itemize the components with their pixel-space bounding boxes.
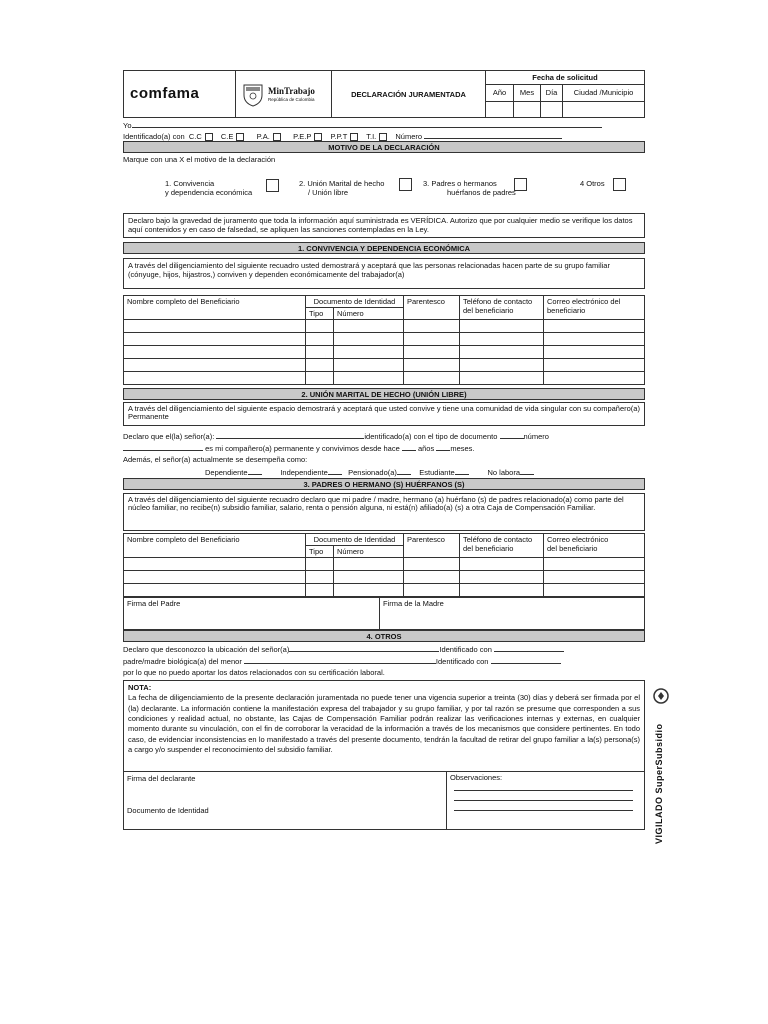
sec2-anios-input[interactable] — [402, 443, 416, 451]
sec2-line-2 — [123, 443, 475, 453]
colombia-shield-icon — [242, 81, 264, 107]
col-parentesco: Parentesco — [404, 534, 460, 558]
declaration-form — [123, 70, 645, 815]
motivo-option-1-checkbox[interactable] — [266, 179, 279, 192]
comfama-logo: comfama — [124, 71, 236, 117]
section-1-header: 1. CONVIVENCIA Y DEPENDENCIA ECONÓMICA — [123, 242, 645, 254]
ocupacion-independiente-input[interactable] — [328, 467, 342, 475]
doc-pep-label: P.E.P — [293, 132, 312, 141]
sec2-ocupaciones — [205, 467, 534, 477]
ocupacion-dependiente-input[interactable] — [248, 467, 262, 475]
motivo-option-3 — [423, 179, 516, 197]
ocupacion-pensionado: Pensionado(a) — [348, 468, 397, 477]
firma-declarante-field[interactable] — [124, 772, 447, 830]
sec2-tipo-input[interactable] — [500, 431, 524, 439]
vigilado-supersubsidio — [652, 686, 670, 846]
ocupacion-estudiante: Estudiante — [419, 468, 455, 477]
doc-ppt-label: P.P.T — [330, 132, 348, 141]
motivo-option-2 — [299, 179, 384, 197]
sec2-meses-input[interactable] — [436, 443, 450, 451]
section-1-text: A través del diligenciamiento del siguiente recuadro usted demostrará y aceptará que las personas relacionadas hacen parte de su grupo familiar (cónyuge, hijos, hijastros,) conviven y dependen económicamente del trabajador(a) — [123, 258, 645, 289]
sec4-id-input-1[interactable] — [494, 644, 564, 652]
section-3-text: A través del diligenciamiento del siguiente recuadro declaro que mi padre / madre, hermano (a) huérfano (s) de padres relacionado(a) como parte del núcleo familiar, no recibe(n) subsidio familiar, salario, renta o pensión alguna, ni está(n) afiliado(a) (s) a otra Caja de Compensación Familiar. — [123, 493, 645, 531]
sec4-l1a: Declaro que desconozco la ubicación del señor(a) — [123, 645, 290, 654]
observaciones-field[interactable] — [447, 772, 645, 830]
sec2-l2b: años — [417, 444, 435, 453]
motivo-option-4: 4 Otros — [580, 179, 605, 188]
firma-madre-field[interactable]: Firma de la Madre — [380, 598, 645, 630]
numero-input[interactable] — [424, 131, 562, 139]
sec2-l1a: Declaro que el(la) señor(a): — [123, 432, 215, 441]
fecha-ciudad-input[interactable] — [563, 102, 644, 117]
beneficiarios-table-1 — [123, 295, 645, 385]
table-row[interactable] — [124, 346, 645, 359]
sec4-line-1 — [123, 644, 564, 654]
form-header — [123, 70, 645, 118]
sec4-menor-input[interactable] — [244, 656, 436, 664]
table-row[interactable] — [124, 558, 645, 571]
col-parentesco: Parentesco — [404, 296, 460, 320]
doc-pa-label: P.A. — [256, 132, 270, 141]
sec2-numero-input[interactable] — [123, 443, 203, 451]
motivo-option-4-checkbox[interactable] — [613, 178, 626, 191]
col-telefono — [460, 296, 544, 320]
nota-title: NOTA: — [128, 683, 152, 692]
yo-input[interactable] — [132, 120, 602, 128]
fecha-col-anio: Año — [486, 85, 514, 101]
doc-pep-checkbox[interactable] — [314, 133, 322, 141]
motivo-option-3-label: 3. Padres o hermanos — [423, 179, 497, 188]
fecha-solicitud — [486, 71, 644, 117]
col-correo-label: Correo electrónico del — [547, 297, 621, 306]
fecha-col-ciudad: Ciudad /Municipio — [573, 88, 634, 97]
col-correo — [544, 296, 645, 320]
table-row[interactable] — [124, 333, 645, 346]
col-telefono-label: Teléfono de contacto — [463, 535, 533, 544]
doc-pa-checkbox[interactable] — [273, 133, 281, 141]
motivo-option-2-checkbox[interactable] — [399, 178, 412, 191]
mintrabajo-name: MinTrabajo — [268, 85, 315, 96]
col-correo — [544, 534, 645, 558]
col-numero: Número — [334, 308, 404, 320]
motivo-option-3-sublabel: huérfanos de padres — [447, 188, 516, 197]
ocupacion-no-labora-input[interactable] — [520, 467, 534, 475]
col-correo-sublabel: beneficiario — [547, 306, 586, 315]
motivo-option-1-sublabel: y dependencia económica — [165, 188, 253, 197]
section-2-header: 2. UNIÓN MARITAL DE HECHO (UNIÓN LIBRE) — [123, 388, 645, 400]
section-2-text: A través del diligenciamiento del siguiente espacio demostrará y aceptará que usted convive y tiene una comunidad de vida singular con su compañero(a) Permanente — [123, 402, 645, 426]
yo-line — [123, 120, 602, 130]
ocupacion-pensionado-input[interactable] — [397, 467, 411, 475]
documento-identidad-label: Documento de Identidad — [127, 806, 209, 815]
nota-box — [123, 680, 645, 772]
vigilado-text: VIGILADO SuperSubsidio — [654, 723, 664, 844]
fecha-col-mes: Mes — [514, 85, 541, 101]
sec4-id-input-2[interactable] — [491, 656, 561, 664]
doc-ce-label: C.E — [220, 132, 234, 141]
nota-text: La fecha de diligenciamiento de la presente declaración juramentada no puede tener una vigencia superior a treinta (30) días y deberá ser firmada por el (la) declarante. La información contiene la manifestación expresa del trabajador y su grupo familiar, y por tal razón se presume que corresponden a sus condiciones y realidad actual, no obstante, las Cajas de Compensación Familiar podrán realizar las verificaciones internas y externas, en cualquier momento durante su vinculación, con el fin de corroborar la veracidad de la información a través de los mecanismos que considere pertinentes. En todo caso, de evidenciar inconsistencias en lo manifestado a través del presente documento, tendrán la facultad de retirar del grupo familiar a la(s) persona(s) a cargo y/o suspender el reconocimiento del subsidio familiar. — [128, 693, 640, 755]
firma-padre-field[interactable]: Firma del Padre — [124, 598, 380, 630]
col-nombre: Nombre completo del Beneficiario — [124, 534, 306, 558]
doc-cc-label: C.C — [188, 132, 202, 141]
identificado-label: Identificado(a) con — [123, 132, 185, 141]
observaciones-label: Observaciones: — [450, 773, 503, 782]
motivo-option-1 — [165, 179, 252, 197]
col-telefono — [460, 534, 544, 558]
sec2-line-1 — [123, 431, 549, 441]
table-row[interactable] — [124, 571, 645, 584]
motivo-option-2-sublabel: / Unión libre — [308, 188, 349, 197]
sec2-l1c: número — [523, 432, 549, 441]
sec4-l2a: padre/madre biológica(a) del menor — [123, 657, 242, 666]
yo-label: Yo — [123, 121, 132, 130]
motivo-option-1-label: 1. Convivencia — [165, 179, 215, 188]
doc-ti-checkbox[interactable] — [379, 133, 387, 141]
sec4-line-2 — [123, 656, 561, 666]
ocupacion-no-labora: No labora — [487, 468, 521, 477]
col-tipo: Tipo — [306, 546, 334, 558]
col-telefono-label: Teléfono de contacto — [463, 297, 533, 306]
sec2-l2c: meses. — [450, 444, 475, 453]
motivo-option-2-label: 2. Unión Marital de hecho — [299, 179, 385, 188]
sec4-line-3: por lo que no puedo aportar los datos relacionados con su certificación laboral. — [123, 668, 385, 677]
mintrabajo-subtitle: República de Colombia — [268, 96, 315, 102]
col-correo-label: Correo electrónico — [547, 535, 609, 544]
col-telefono-sublabel: del beneficiario — [463, 544, 514, 553]
doc-ti-label: T.I. — [366, 132, 377, 141]
table-row[interactable] — [124, 359, 645, 372]
fecha-title: Fecha de solicitud — [486, 71, 644, 85]
sec4-nombre-input[interactable] — [289, 644, 439, 652]
fecha-dia-input[interactable] — [541, 102, 563, 117]
sec2-l1b: identificado(a) con el tipo de documento — [364, 432, 498, 441]
col-documento: Documento de Identidad — [306, 534, 404, 546]
motivo-header: MOTIVO DE LA DECLARACIÓN — [123, 141, 645, 153]
sec2-l2a: es mi compañero(a) permanente y convivimos desde hace — [205, 444, 400, 453]
col-numero: Número — [334, 546, 404, 558]
identificado-line — [123, 131, 562, 141]
table-row[interactable] — [124, 320, 645, 333]
ocupacion-estudiante-input[interactable] — [455, 467, 469, 475]
form-title: DECLARACIÓN JURAMENTADA — [332, 71, 486, 117]
sec2-line-3: Además, el señor(a) actualmente se desempeña como: — [123, 455, 308, 464]
firmas-padres — [123, 597, 645, 630]
section-3-header: 3. PADRES O HERMANO (S) HUÉRFANOS (S) — [123, 478, 645, 490]
table-row[interactable] — [124, 372, 645, 385]
sec2-nombre-input[interactable] — [216, 431, 364, 439]
motivo-option-3-checkbox[interactable] — [514, 178, 527, 191]
beneficiarios-table-2 — [123, 533, 645, 597]
table-row[interactable] — [124, 584, 645, 597]
col-tipo: Tipo — [306, 308, 334, 320]
ocupacion-independiente: Independiente — [280, 468, 328, 477]
firma-declarante-section — [123, 771, 645, 830]
fecha-mes-input[interactable] — [514, 102, 541, 117]
col-documento: Documento de Identidad — [306, 296, 404, 308]
declaro-box: Declaro bajo la gravedad de juramento que toda la información aquí suministrada es VERÍDICA. Autorizo que por cualquier medio se verifique los datos aquí contenidos y en caso de falsedad, se apliquen las sanciones contempladas en la Ley. — [123, 213, 645, 238]
fecha-anio-input[interactable] — [486, 102, 514, 117]
sec4-l2b: Identificado con — [435, 657, 489, 666]
mintrabajo-logo — [236, 71, 332, 117]
motivo-instruction: Marque con una X el motivo de la declaración — [123, 155, 276, 164]
numero-label: Número — [395, 132, 423, 141]
ocupacion-dependiente: Dependiente — [205, 468, 248, 477]
doc-ppt-checkbox[interactable] — [350, 133, 358, 141]
section-4-header: 4. OTROS — [123, 630, 645, 642]
doc-cc-checkbox[interactable] — [205, 133, 213, 141]
firma-declarante-label: Firma del declarante — [127, 774, 196, 783]
col-telefono-sublabel: del beneficiario — [463, 306, 514, 315]
col-correo-sublabel: del beneficiario — [547, 544, 598, 553]
col-nombre: Nombre completo del Beneficiario — [124, 296, 306, 320]
doc-ce-checkbox[interactable] — [236, 133, 244, 141]
sec4-l1b: Identificado con — [439, 645, 492, 654]
fecha-col-dia: Día — [541, 85, 563, 101]
